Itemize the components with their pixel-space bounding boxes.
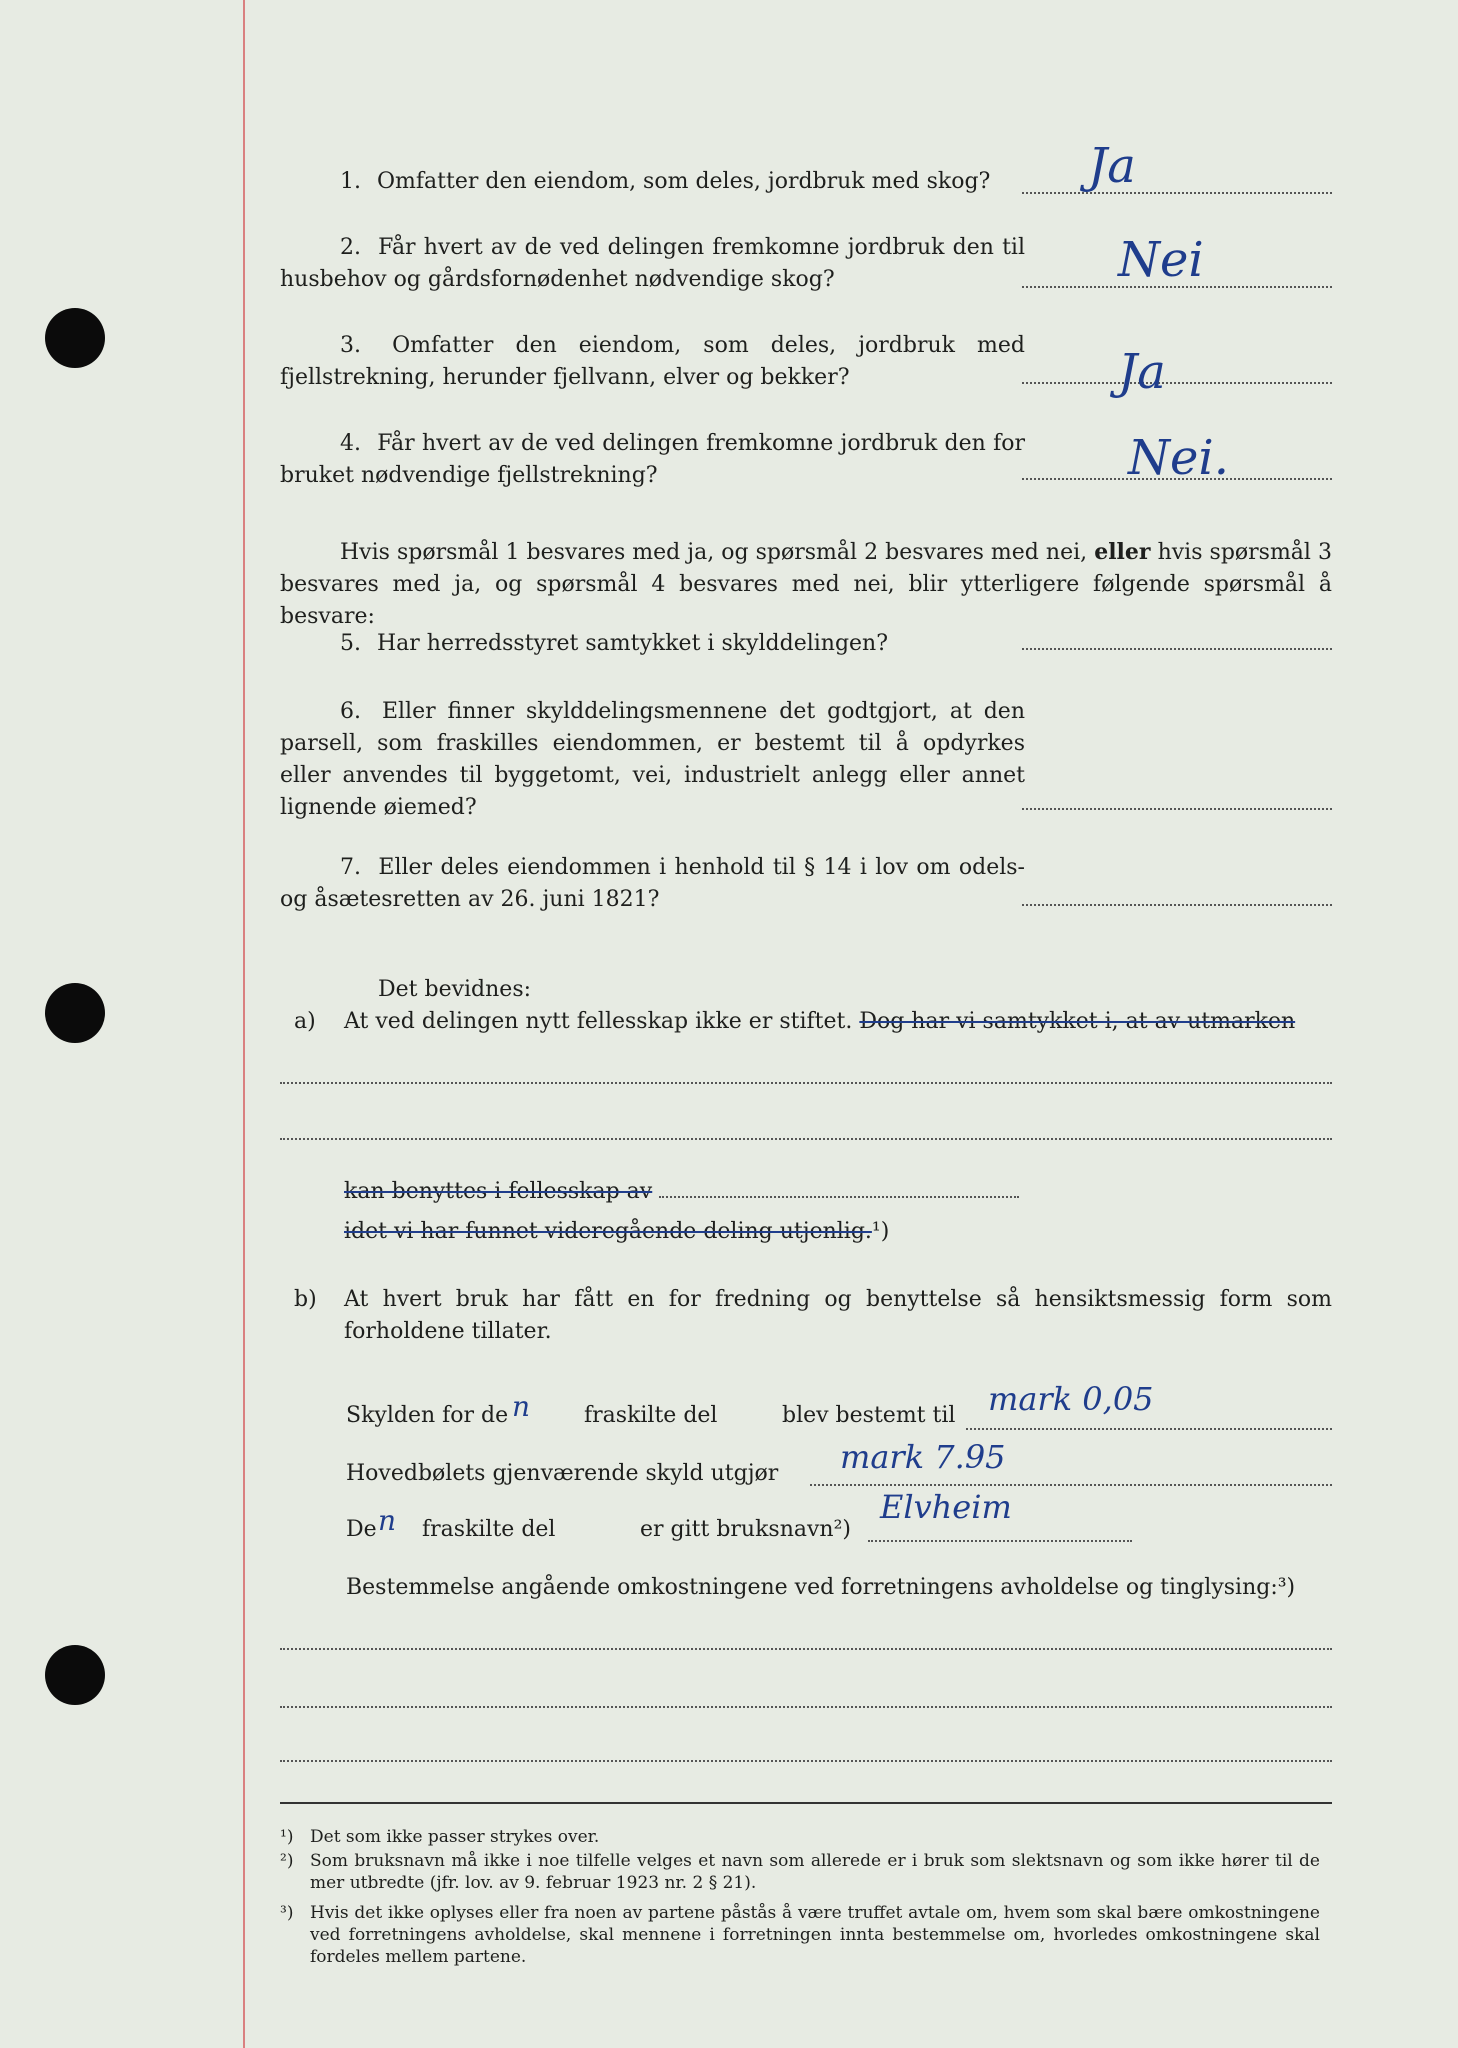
footnote-2: ²) Som bruksnavn må ikke i noe tilfelle velges et navn som allerede er i bruk som slektsnavn og som ikke hører til de mer utbredte (jfr. lov. av 9. februar 1923 nr. 2 § 21). xyxy=(280,1851,1320,1893)
attest-b-label: b) xyxy=(294,1287,317,1312)
question-6: 6. Eller finner skylddelingsmennene det godtgjort, at den parsell, som fraskilles eiendommen, er bestemt til å opdyrkes eller anvendes til byggetomt, vei, industrielt anlegg eller annet lignende øiemed? xyxy=(280,699,1025,820)
answer-4: Nei. xyxy=(1128,430,1230,486)
struck-line-2: kan benyttes i fellesskap av xyxy=(344,1176,1019,1208)
blank-line-c3 xyxy=(280,1760,1332,1762)
skyld-value-1: mark 0,05 xyxy=(988,1380,1154,1418)
answer-line-6 xyxy=(1022,808,1332,810)
attest-heading: Det bevidnes: xyxy=(378,977,532,1002)
skyld-value-2: mark 7.95 xyxy=(840,1438,1006,1476)
answer-3: Ja xyxy=(1118,344,1166,400)
attest-a-line: At ved delingen nytt fellesskap ikke er stiftet. Dog har vi samtykket i, at av utmarken xyxy=(344,1009,1296,1034)
skyld-hand-n2: n xyxy=(378,1504,397,1537)
answer-line-5 xyxy=(1022,648,1332,650)
red-margin-line xyxy=(243,0,245,2048)
skyld-hand-n1: n xyxy=(512,1390,531,1423)
answer-1: Ja xyxy=(1088,138,1136,194)
skyld-label-1a: Skylden for de xyxy=(346,1403,509,1428)
question-2: 2. Får hvert av de ved delingen fremkomne jordbruk den til husbehov og gårdsfornødenhet nødvendige skog? xyxy=(280,235,1025,292)
struck-line-3: idet vi har funnet videregående deling utjenlig.¹) xyxy=(344,1219,890,1244)
punch-hole-icon xyxy=(45,983,105,1043)
skyld-line-3 xyxy=(868,1540,1132,1542)
blank-line-a1 xyxy=(280,1082,1332,1084)
punch-hole-icon xyxy=(45,308,105,368)
punch-hole-icon xyxy=(45,1645,105,1705)
answer-2: Nei xyxy=(1118,232,1204,288)
skyld-label-1c: blev bestemt til xyxy=(782,1403,956,1428)
skyld-label-3b: fraskilte del xyxy=(422,1517,556,1542)
question-1: 1. Omfatter den eiendom, som deles, jordbruk med skog? xyxy=(340,169,991,194)
answer-line-3 xyxy=(1022,382,1332,384)
skyld-line-2 xyxy=(810,1484,1332,1486)
answer-line-1 xyxy=(1022,192,1332,194)
skyld-label-2: Hovedbølets gjenværende skyld utgjør xyxy=(346,1461,779,1486)
question-5: 5. Har herredsstyret samtykket i skylddelingen? xyxy=(340,631,889,656)
footnote-rule xyxy=(280,1802,1332,1804)
question-7: 7. Eller deles eiendommen i henhold til § 14 i lov om odels- og åsætesretten av 26. juni 1821? xyxy=(280,855,1025,912)
skyld-label-3c: er gitt bruksnavn²) xyxy=(640,1517,851,1542)
footnote-1: ¹) Det som ikke passer strykes over. xyxy=(280,1827,600,1847)
attest-b-text: At hvert bruk har fått en for fredning og benyttelse så hensiktsmessig form som forholdene tillater. xyxy=(344,1287,1332,1344)
footnote-3: ³) Hvis det ikke oplyses eller fra noen av partene påstås å være truffet avtale om, hvem som skal bære omkostningene ved forretningens avholdelse, skal mennene i forretningen innta bestemmelse om, hvorledes omkostningene skal fordeles mellem partene. xyxy=(280,1903,1320,1967)
answer-line-7 xyxy=(1022,904,1332,906)
attest-a-label: a) xyxy=(294,1009,316,1034)
skyld-label-1b: fraskilte del xyxy=(584,1403,718,1428)
condition-paragraph: Hvis spørsmål 1 besvares med ja, og spørsmål 2 besvares med nei, eller hvis spørsmål 3 besvares med ja, og spørsmål 4 besvares med nei, blir ytterligere følgende spørsmål å besvare: xyxy=(280,539,1332,629)
blank-line-a2 xyxy=(280,1138,1332,1140)
skyld-label-4: Bestemmelse angående omkostningene ved forretningens avholdelse og tinglysing:³) xyxy=(346,1575,1296,1600)
skyld-value-3: Elvheim xyxy=(880,1488,1012,1526)
question-3: 3. Omfatter den eiendom, som deles, jordbruk med fjellstrekning, herunder fjellvann, elver og bekker? xyxy=(280,333,1025,390)
question-4: 4. Får hvert av de ved delingen fremkomne jordbruk den for bruket nødvendige fjellstrekning? xyxy=(280,431,1026,488)
blank-line-c2 xyxy=(280,1706,1332,1708)
skyld-label-3a: De xyxy=(346,1517,377,1542)
blank-line-c1 xyxy=(280,1648,1332,1650)
skyld-line-1 xyxy=(966,1428,1332,1430)
